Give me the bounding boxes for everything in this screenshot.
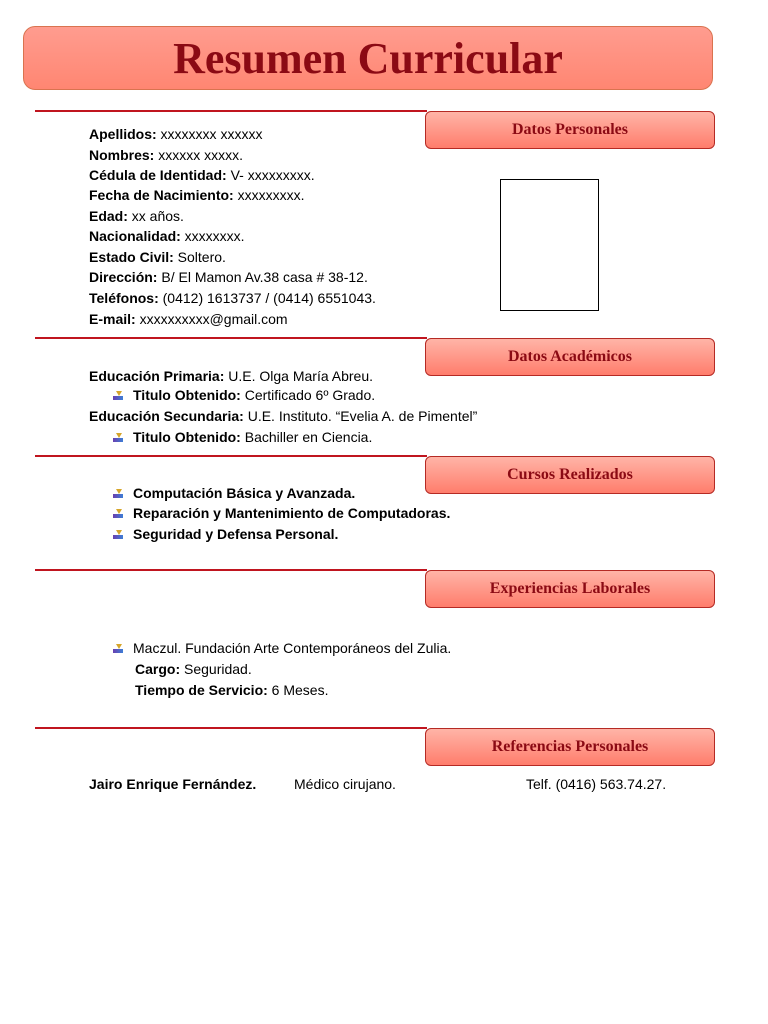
- course-name: Seguridad y Defensa Personal.: [133, 526, 339, 542]
- photo-placeholder: [500, 179, 599, 311]
- secondary-title-item: [113, 427, 372, 447]
- work-place-item: [113, 638, 451, 658]
- section-header-personal: Datos Personales: [425, 111, 715, 149]
- field-email: [89, 309, 288, 329]
- field-label: Cargo:: [135, 661, 181, 677]
- field-value: xx años.: [127, 208, 184, 224]
- field-label: Nombres:: [89, 147, 155, 163]
- education-primary: [89, 366, 373, 386]
- field-telefonos: [89, 288, 376, 308]
- field-value: xxxxxxxx xxxxxx: [156, 126, 263, 142]
- field-value: xxxxxxxx.: [180, 228, 245, 244]
- field-label: Educación Secundaria:: [89, 408, 244, 424]
- section-header-academic: Datos Académicos: [425, 338, 715, 376]
- field-value: U.E. Instituto. “Evelia A. de Pimentel”: [243, 408, 478, 424]
- reference-phone: Telf. (0416) 563.74.27.: [526, 776, 667, 792]
- field-value: (0412) 1613737 / (0414) 6551043.: [158, 290, 376, 306]
- course-item: [113, 483, 355, 503]
- field-label: E-mail:: [89, 311, 136, 327]
- section-header-courses: Cursos Realizados: [425, 456, 715, 494]
- section-rule-personal: [35, 110, 427, 112]
- field-label: Titulo Obtenido:: [133, 429, 241, 445]
- field-label: Dirección:: [89, 269, 158, 285]
- field-value: Soltero.: [173, 249, 226, 265]
- field-label: Estado Civil:: [89, 249, 174, 265]
- field-label: Nacionalidad:: [89, 228, 181, 244]
- field-cedula: [89, 165, 315, 185]
- bullet-icon: [113, 489, 123, 499]
- section-rule-work: [35, 569, 427, 571]
- work-role: [135, 659, 252, 679]
- field-label: Educación Primaria:: [89, 368, 225, 384]
- field-value: V- xxxxxxxxx.: [226, 167, 315, 183]
- field-label: Fecha de Nacimiento:: [89, 187, 234, 203]
- field-value: xxxxxxxxx.: [233, 187, 305, 203]
- section-rule-references: [35, 727, 427, 729]
- work-place: Maczul. Fundación Arte Contemporáneos del Zulia.: [133, 640, 452, 656]
- field-value: Bachiller en Ciencia.: [240, 429, 373, 445]
- field-label: Titulo Obtenido:: [133, 387, 241, 403]
- bullet-icon: [113, 391, 123, 401]
- section-header-references: Referencias Personales: [425, 728, 715, 766]
- field-value: B/ El Mamon Av.38 casa # 38-12.: [157, 269, 368, 285]
- course-item: [113, 524, 338, 544]
- bullet-icon: [113, 644, 123, 654]
- reference-name-text: Jairo Enrique Fernández.: [89, 776, 257, 792]
- field-label: Apellidos:: [89, 126, 157, 142]
- field-nombres: [89, 145, 243, 165]
- course-name: Reparación y Mantenimiento de Computadoras.: [133, 505, 451, 521]
- field-edad: [89, 206, 184, 226]
- field-value: 6 Meses.: [267, 682, 329, 698]
- field-nacionalidad: [89, 226, 245, 246]
- reference-occupation: Médico cirujano.: [294, 776, 396, 792]
- work-time: [135, 680, 328, 700]
- field-fecha-nacimiento: [89, 185, 304, 205]
- field-label: Edad:: [89, 208, 128, 224]
- section-header-work: Experiencias Laborales: [425, 570, 715, 608]
- field-value: Certificado 6º Grado.: [240, 387, 376, 403]
- field-value: Seguridad.: [180, 661, 252, 677]
- title-banner: [23, 26, 713, 90]
- field-label: Teléfonos:: [89, 290, 159, 306]
- field-value: U.E. Olga María Abreu.: [224, 368, 374, 384]
- field-value: xxxxxxxxxx@gmail.com: [135, 311, 288, 327]
- section-rule-academic: [35, 337, 427, 339]
- education-secondary: [89, 406, 477, 426]
- course-name: Computación Básica y Avanzada.: [133, 485, 356, 501]
- field-apellidos: [89, 124, 262, 144]
- section-rule-courses: [35, 455, 427, 457]
- bullet-icon: [113, 433, 123, 443]
- reference-name: [89, 774, 256, 794]
- bullet-icon: [113, 509, 123, 519]
- field-value: xxxxxx xxxxx.: [154, 147, 244, 163]
- course-item: [113, 503, 450, 523]
- bullet-icon: [113, 530, 123, 540]
- field-label: Tiempo de Servicio:: [135, 682, 268, 698]
- document-title: Resumen Curricular: [173, 34, 563, 83]
- field-direccion: [89, 267, 368, 287]
- field-estado-civil: [89, 247, 226, 267]
- field-label: Cédula de Identidad:: [89, 167, 227, 183]
- primary-title-item: [113, 385, 375, 405]
